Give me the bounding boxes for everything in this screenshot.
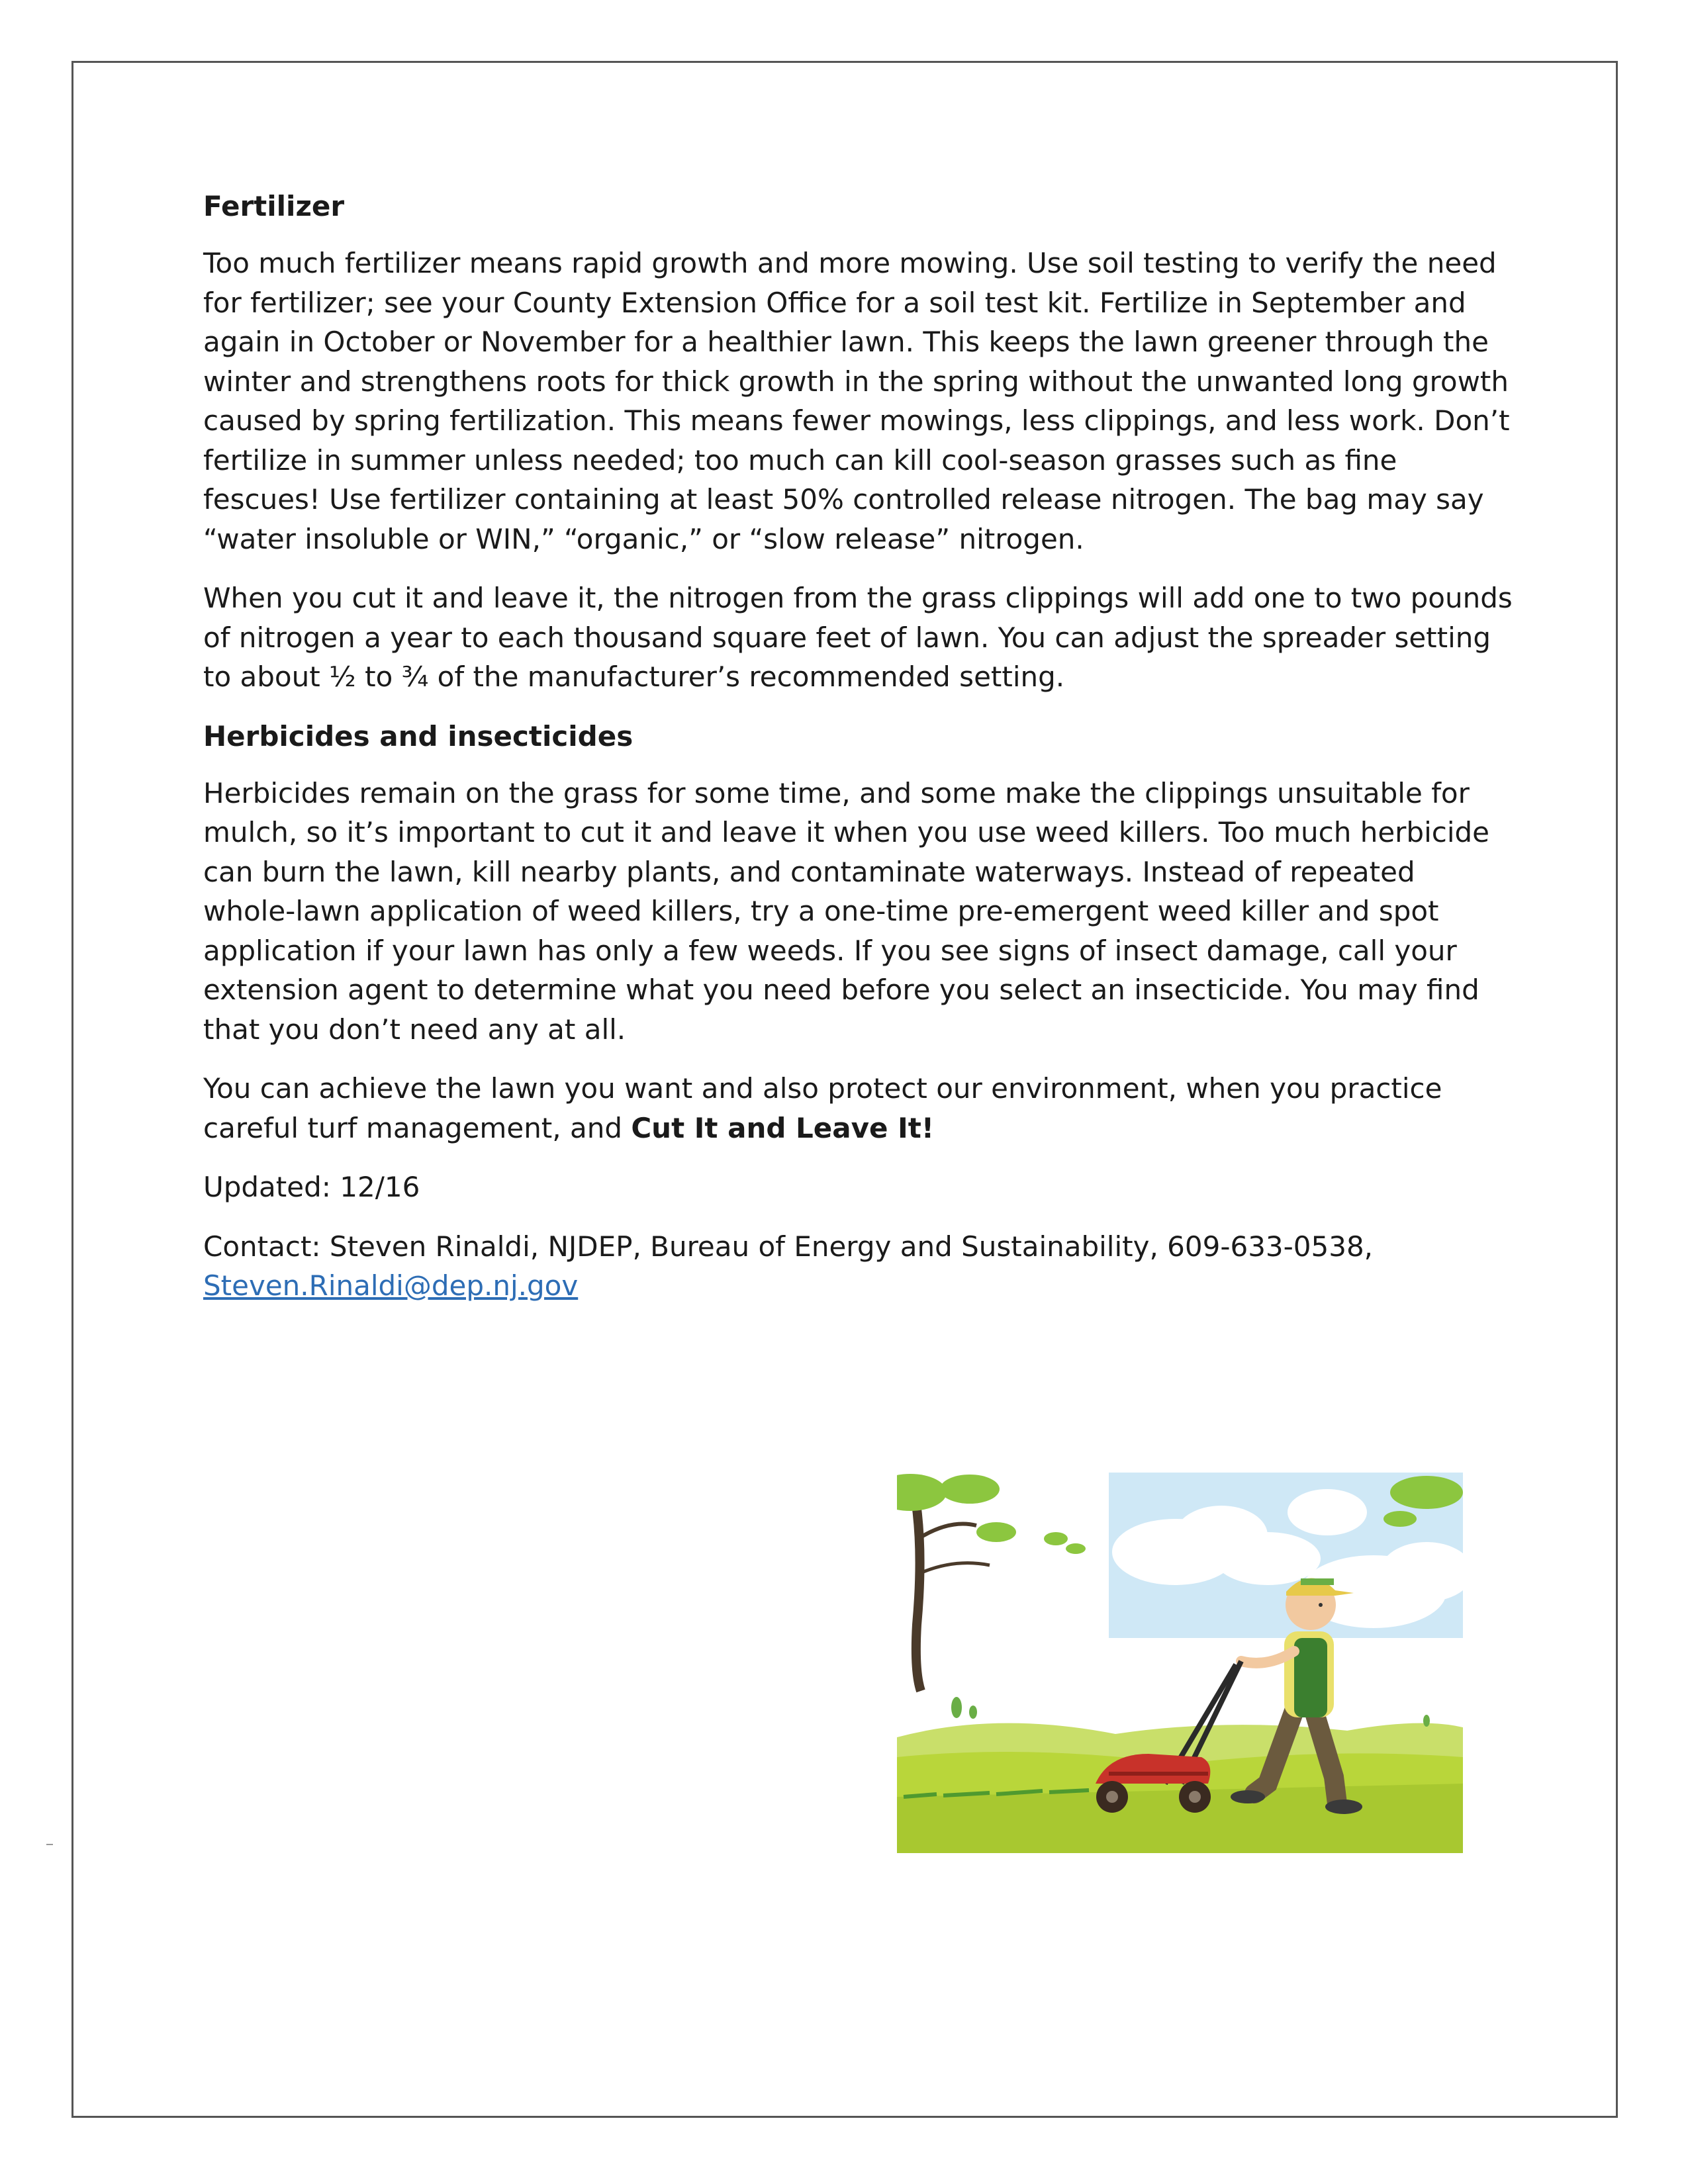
lawn-mowing-svg bbox=[897, 1473, 1463, 1853]
fertilizer-paragraph-2: When you cut it and leave it, the nitrogen from the grass clippings will add one to two pounds of nitrogen a year to each thousand square feet of lawn. You can adjust the spreader setting to about ½ to ¾ of the manufacturer’s recommended setting. bbox=[203, 582, 1513, 693]
contact-info: Contact: Steven Rinaldi, NJDEP, Bureau of Energy and Sustainability, 609-633-0538, bbox=[203, 1230, 1374, 1263]
closing-text: You can achieve the lawn you want and also protect our environment, when you practice careful turf management, and bbox=[203, 1072, 1442, 1144]
section-heading-fertilizer: Fertilizer bbox=[203, 190, 345, 222]
closing-paragraph bbox=[203, 1069, 1514, 1148]
margin-mark bbox=[46, 1844, 53, 1845]
contact-paragraph bbox=[203, 1227, 1514, 1306]
closing-bold-text: Cut It and Leave It! bbox=[631, 1111, 934, 1144]
document-body bbox=[203, 187, 1514, 1306]
herbicides-paragraph-1: Herbicides remain on the grass for some time, and some make the clippings unsuitable for mulch, so it’s important to cut it and leave it when you use weed killers. Too much herbicide can burn the lawn, kill nearby plants, and contaminate waterways. Instead of repeated whole-lawn application of weed killers, try a one-time pre-emergent weed killer and spot application if your lawn has only a few weeds. If you see signs of insect damage, call your extension agent to determine what you need before you select an insecticide. You may find that you don’t need any at all. bbox=[203, 776, 1490, 1046]
updated-date: Updated: 12/16 bbox=[203, 1171, 420, 1203]
lawn-mowing-illustration bbox=[897, 1473, 1463, 1853]
section-heading-herbicides: Herbicides and insecticides bbox=[203, 719, 633, 752]
fertilizer-paragraph-1: Too much fertilizer means rapid growth and more mowing. Use soil testing to verify the need for fertilizer; see your County Extension Office for a soil test kit. Fertilize in September and again in October or November for a healthier lawn. This keeps the lawn greener through the winter and strengthens roots for thick growth in the spring without the unwanted long growth caused by spring fertilization. This means fewer mowings, less clippings, and less work. Don’t fertilize in summer unless needed; too much can kill cool-season grasses such as fine fescues! Use fertilizer containing at least 50% controlled release nitrogen. The bag may say “water insoluble or WIN,” “organic,” or “slow release” nitrogen. bbox=[203, 247, 1510, 555]
contact-email-link[interactable]: Steven.Rinaldi@dep.nj.gov bbox=[203, 1269, 579, 1302]
